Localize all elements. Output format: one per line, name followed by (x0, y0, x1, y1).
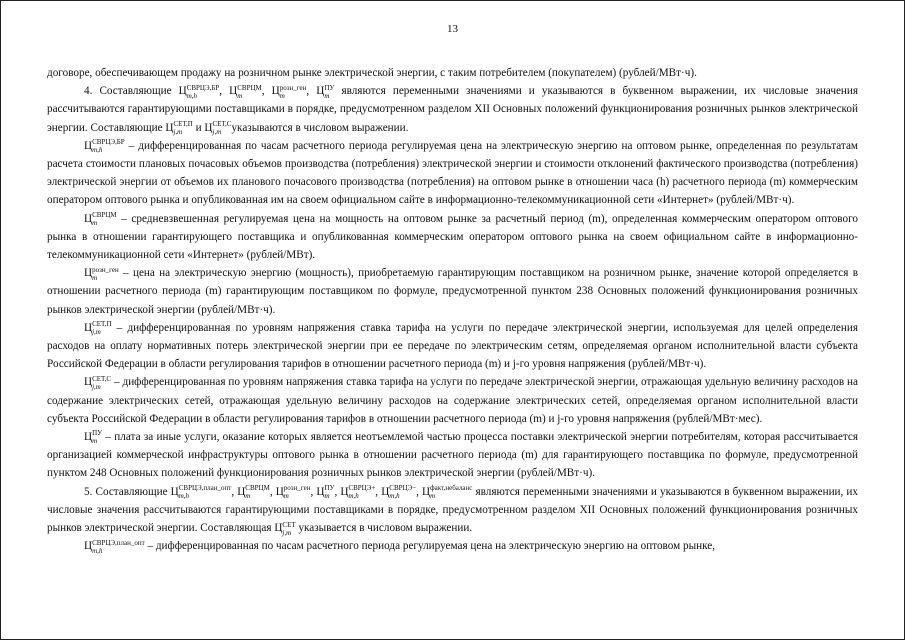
document-body (47, 64, 858, 555)
page-number: 13 (447, 23, 458, 35)
paragraph-item-5: 5. Составляющие Ц СВРЦЭ,план_опт m,h , Ц СВРЦМ m , Ц розн_ген m , Ц ПУ m , Ц СВРЦЭ+ m,h , Ц СВРЦЭ− m,h , Ц факт,небаланс m являются переменными значениями и указываются в буквенном выражении, их числовые значения рассчитываются гарантирующими поставщиками в порядке, предусмотренном разделом XII Основных положений функционирования розничных рынков электрической энергии. Составляющая Ц СЕТ j,m указывается в числовом выражении. (47, 484, 859, 537)
definition-plan-opt: Ц СВРЦЭ,план_опт m,h – дифференцированная по часам расчетного периода регулируемая цена на электрическую энергию на оптовом рынке, (84, 538, 716, 555)
symbol-svrcz-br: Ц СВРЦЭ,БР m,h (178, 83, 220, 100)
symbol-pu: Ц ПУ m (316, 83, 335, 100)
definition-svrcz-br: Ц СВРЦЭ,БР m,h – дифференцированная по часам расчетного периода регулируемая цена на электрическую энергию на оптовом рынке, определенная по результатам расчета стоимости плановых почасовых объемов производства (потребления) электрической энергии и стоимости отклонений фактического производства (потребления) электрической энергии от объемов их планового почасового производства (потребления) на оптовом рынке в отношении часа (h) расчетного периода (m) коммерческим оператором оптового рынка и опубликованная им на своем официальном сайте в информационно-телекоммуникационной сети «Интернет» (рублей/МВт·ч). (47, 138, 858, 207)
symbol-rozn-gen: Ц розн_ген m (271, 83, 307, 100)
symbol-svrcz-minus: Ц СВРЦЭ− m,h (381, 484, 417, 501)
symbol-svrcm: Ц СВРЦМ m (229, 83, 262, 100)
definition-set-s: Ц СЕТ,С j,m – дифференцированная по уровням напряжения ставка тарифа на услуги по передаче электрической энергии, отражающая удельную величину расходов на содержание электрических сетей, отражающая удельную величину расходов на содержание электрических сетей, определяемая органом исполнительной власти субъекта Российской Федерации в области регулирования тарифов в отношении расчетного периода (m) и j-го уровня напряжения (рублей/МВт·мес). (47, 374, 858, 425)
symbol-fakt-nebalans: Ц факт,небаланс m (422, 484, 473, 501)
definition-pu: Ц ПУ m – плата за иные услуги, оказание которых является неотъемлемой частью процесса поставки электрической энергии потребителям, которая рассчитывается организацией коммерческой инфраструктуры оптового рынка в отношении расчетного периода (m) для гарантирующего поставщика по формуле, предусмотренной пунктом 248 Основных положений функционирования розничных рынков электрической энергии (рублей/МВт·ч). (47, 429, 858, 480)
symbol-svrcz-plus: Ц СВРЦЭ+ m,h (340, 484, 376, 501)
paragraph-contract-end: договоре, обеспечивающем продажу на розничном рынке электрической энергии, с таким потребителем (покупателем) (рублей/МВт·ч). (47, 67, 697, 79)
symbol-set-s: Ц СЕТ,С j,m (204, 120, 232, 137)
definition-svrcm: Ц СВРЦМ m – средневзвешенная регулируемая цена на мощность на оптовом рынке за расчетный период (m), определенная коммерческим оператором оптового рынка в отношении гарантирующего поставщика и опубликованная коммерческим оператором оптового рынка на своем официальном сайте в информационно-телекоммуникационной сети «Интернет» (рублей/МВт). (47, 211, 858, 262)
paragraph-item-4: 4. Составляющие Ц СВРЦЭ,БР m,h , Ц СВРЦМ m , Ц розн_ген m , Ц ПУ m являются переменными значениями и указываются в буквенном выражении, их числовые значения рассчитываются гарантирующими поставщиками в порядке, предусмотренном разделом XII Основных положений функционирования розничных рынков электрической энергии. Составляющие Ц СЕТ,П j,m и Ц СЕТ,С j,m указываются в числовом выражении. (47, 83, 859, 137)
definition-rozn-gen: Ц розн_ген m – цена на электрическую энергию (мощность), приобретаемую гарантирующим поставщиком на розничном рынке, значение которой определяется в отношении расчетного периода (m) гарантирующим поставщиком по формуле, предусмотренной пунктом 238 Основных положений функционирования розничных рынков электрической энергии (рублей/МВт·ч). (47, 265, 858, 316)
symbol-plan-opt: Ц СВРЦЭ,план_опт m,h (170, 484, 232, 501)
symbol-set-p: Ц СЕТ,П j,m (165, 120, 193, 137)
symbol-set: Ц СЕТ j,m (274, 520, 296, 537)
definition-set-p: Ц СЕТ,П j,m – дифференцированная по уровням напряжения ставка тарифа на услуги по передаче электрической энергии, используемая для целей определения расходов на оплату нормативных потерь электрической энергии при ее передаче по электрическим сетям, определяемая органом исполнительной власти субъекта Российской Федерации в области регулирования тарифов в отношении расчетного периода (m) и j-го уровня напряжения (рублей/МВт·ч). (47, 320, 858, 371)
